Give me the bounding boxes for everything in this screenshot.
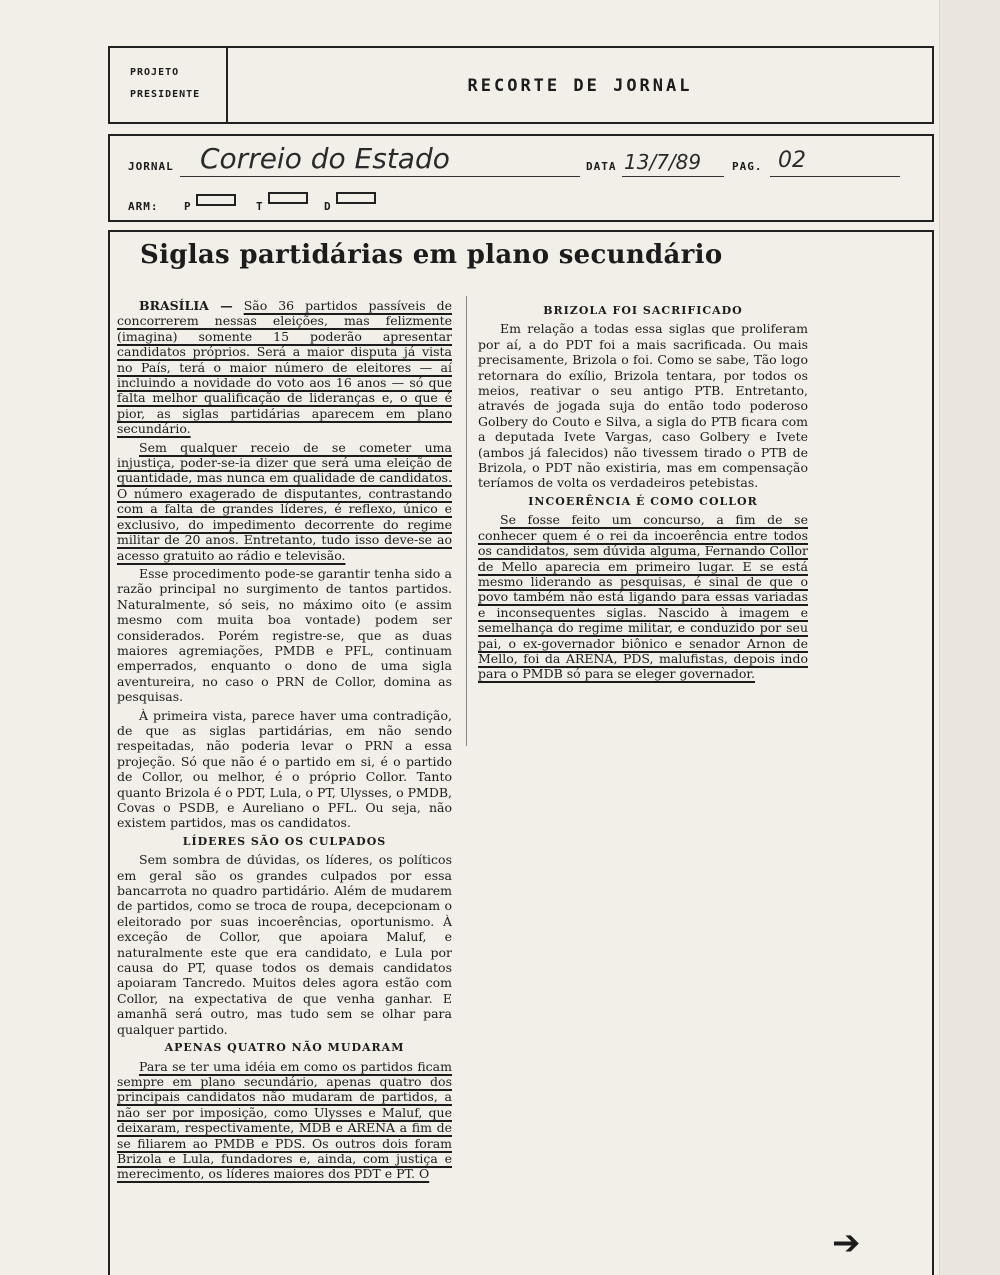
paragraph: São 36 partidos passíveis de concorrerem nessas eleições, mas felizmente (imagina) somente 15 poderão apresentar candidatos próprios. Será a maior disputa já vista no País, terá o maior número de eleitores — aí incluindo a novidade do voto aos 16 anos — só que falta melhor qualificação de lideranças e, o que é pior, as siglas partidárias aparecem em plano secundário. <box>117 298 452 437</box>
column-divider <box>466 296 467 746</box>
paragraph: Sem qualquer receio de se cometer uma injustiça, poder-se-ia dizer que será uma eleição de quantidade, mas nunca em qualidade de candidatos. O número exagerado de disputantes, contrastando com a falta de grandes líderes, é reflexo, único e exclusivo, do impedimento decorrente do regime militar de 20 anos. Entretanto, tudo isso deve-se ao acesso gratuito ao rádio e televisão. <box>117 439 452 563</box>
jornal-label: JORNAL <box>128 160 174 173</box>
jornal-underline <box>180 176 580 177</box>
project-block <box>110 48 228 122</box>
pag-underline <box>770 176 900 177</box>
data-underline <box>622 176 724 177</box>
arrow-right-icon: ➔ <box>832 1223 861 1263</box>
arm-label: ARM: <box>128 200 159 213</box>
subheading: BRIZOLA FOI SACRIFICADO <box>543 304 743 317</box>
article-left-column <box>117 298 452 1185</box>
arm-d-box <box>336 192 376 204</box>
clipping-metadata <box>108 134 934 222</box>
pag-value: 02 <box>778 148 806 173</box>
dateline: BRASÍLIA — <box>139 298 233 313</box>
form-header <box>108 46 934 124</box>
arm-d-label: D <box>324 200 332 213</box>
subheading: LÍDERES SÃO OS CULPADOS <box>182 834 387 848</box>
arm-p-label: P <box>184 200 192 213</box>
subheading: APENAS QUATRO NÃO MUDARAM <box>164 1041 405 1055</box>
projeto-label: PROJETO <box>130 67 180 78</box>
page-edge <box>939 0 1000 1275</box>
presidente-label: PRESIDENTE <box>130 89 201 100</box>
paragraph: Para se ter uma idéia em como os partidos ficam sempre em plano secundário, apenas quatro dos principais candidatos não mudaram de partidos, a não ser por imposição, como Ulysses e Maluf, que deixaram, respectivamente, MDB e ARENA a fim de se filiarem ao PMDB e PDS. Os outros dois foram Brizola e Lula, fundadores e, ainda, com justiça e merecimento, os líderes maiores dos PDT e PT. O <box>117 1058 452 1182</box>
paragraph: Em relação a todas essa siglas que proliferam por aí, a do PDT foi a mais sacrificada. Ou mais precisamente, Brizola o foi. Como se sabe, Tão logo retornara do exílio, Brizola tentara, por todos os meios, reativar o seu antigo PTB. Entretanto, através de jogada suja do então todo poderoso Golbery do Couto e Silva, a sigla do PTB ficara com a deputada Ivete Vargas, caso Golbery e Ivete (ambos já falecidos) não tivessem tirado o PTB de Brizola, o PDT não existiria, mas em compensação teríamos de volta os verdadeiros petebistas. <box>478 321 808 491</box>
article-headline: Siglas partidárias em plano secundário <box>140 240 723 270</box>
paragraph: À primeira vista, parece haver uma contradição, de que as siglas partidárias, em não sendo respeitadas, não poderia levar o PRN a essa projeção. Só que não é o partido em si, é o partido de Collor, ou melhor, é o próprio Collor. Tanto quanto Brizola é o PDT, Lula, o PT, Ulysses, o PMDB, Covas o PSDB, e Aureliano o PFL. Ou seja, não existem partidos, mas os candidatos. <box>117 707 452 831</box>
data-label: DATA <box>586 160 617 173</box>
paragraph: Sem sombra de dúvidas, os líderes, os políticos em geral são os grandes culpados por essa bancarrota no quadro partidário. Além de mudarem de partidos, como se troca de roupa, decepcionam o eleitorado por suas incoerências, oportunismo. À exceção de Collor, que apoiara Maluf, e naturalmente este que era candidato, e Lula por causa do PT, quase todos os demais candidatos apoiaram Tancredo. Muitos deles agora estão com Collor, na expectativa de que venha ganhar. E amanhã será outro, mas tudo sem se olhar para qualquer partido. <box>117 852 452 1037</box>
pag-label: PAG. <box>732 160 763 173</box>
arm-t-box <box>268 192 308 204</box>
data-value: 13/7/89 <box>624 150 702 174</box>
form-title: RECORTE DE JORNAL <box>467 76 693 96</box>
jornal-value: Correio do Estado <box>200 142 450 175</box>
paragraph: Se fosse feito um concurso, a fim de se conhecer quem é o rei da incoerência entre todos os candidatos, sem dúvida alguma, Fernando Collor de Mello aparecia em primeiro lugar. E se está mesmo liderando as pesquisas, é sinal de que o povo também não está ligando para essas variadas e inconsequentes siglas. Nascido à imagem e semelhança do regime militar, e conduzido por seu pai, o ex-governador biônico e senador Arnon de Mello, foi da ARENA, PDS, malufistas, depois indo para o PMDB só para se eleger governador. <box>478 512 808 682</box>
subheading: INCOERÊNCIA É COMO COLLOR <box>528 494 758 508</box>
article-right-column <box>478 300 808 685</box>
arm-p-box <box>196 194 236 206</box>
paragraph: Esse procedimento pode-se garantir tenha sido a razão principal no surgimento de tantos partidos. Naturalmente, só seis, no máximo oito (e assim mesmo com muita boa vontade) podem ser considerados. Porém registre-se, que as duas maiores agremiações, PMDB e PFL, continuam emperrados, enquanto o dono de uma sigla aventureira, no caso o PRN de Collor, domina as pesquisas. <box>117 565 452 705</box>
arm-t-label: T <box>256 200 264 213</box>
